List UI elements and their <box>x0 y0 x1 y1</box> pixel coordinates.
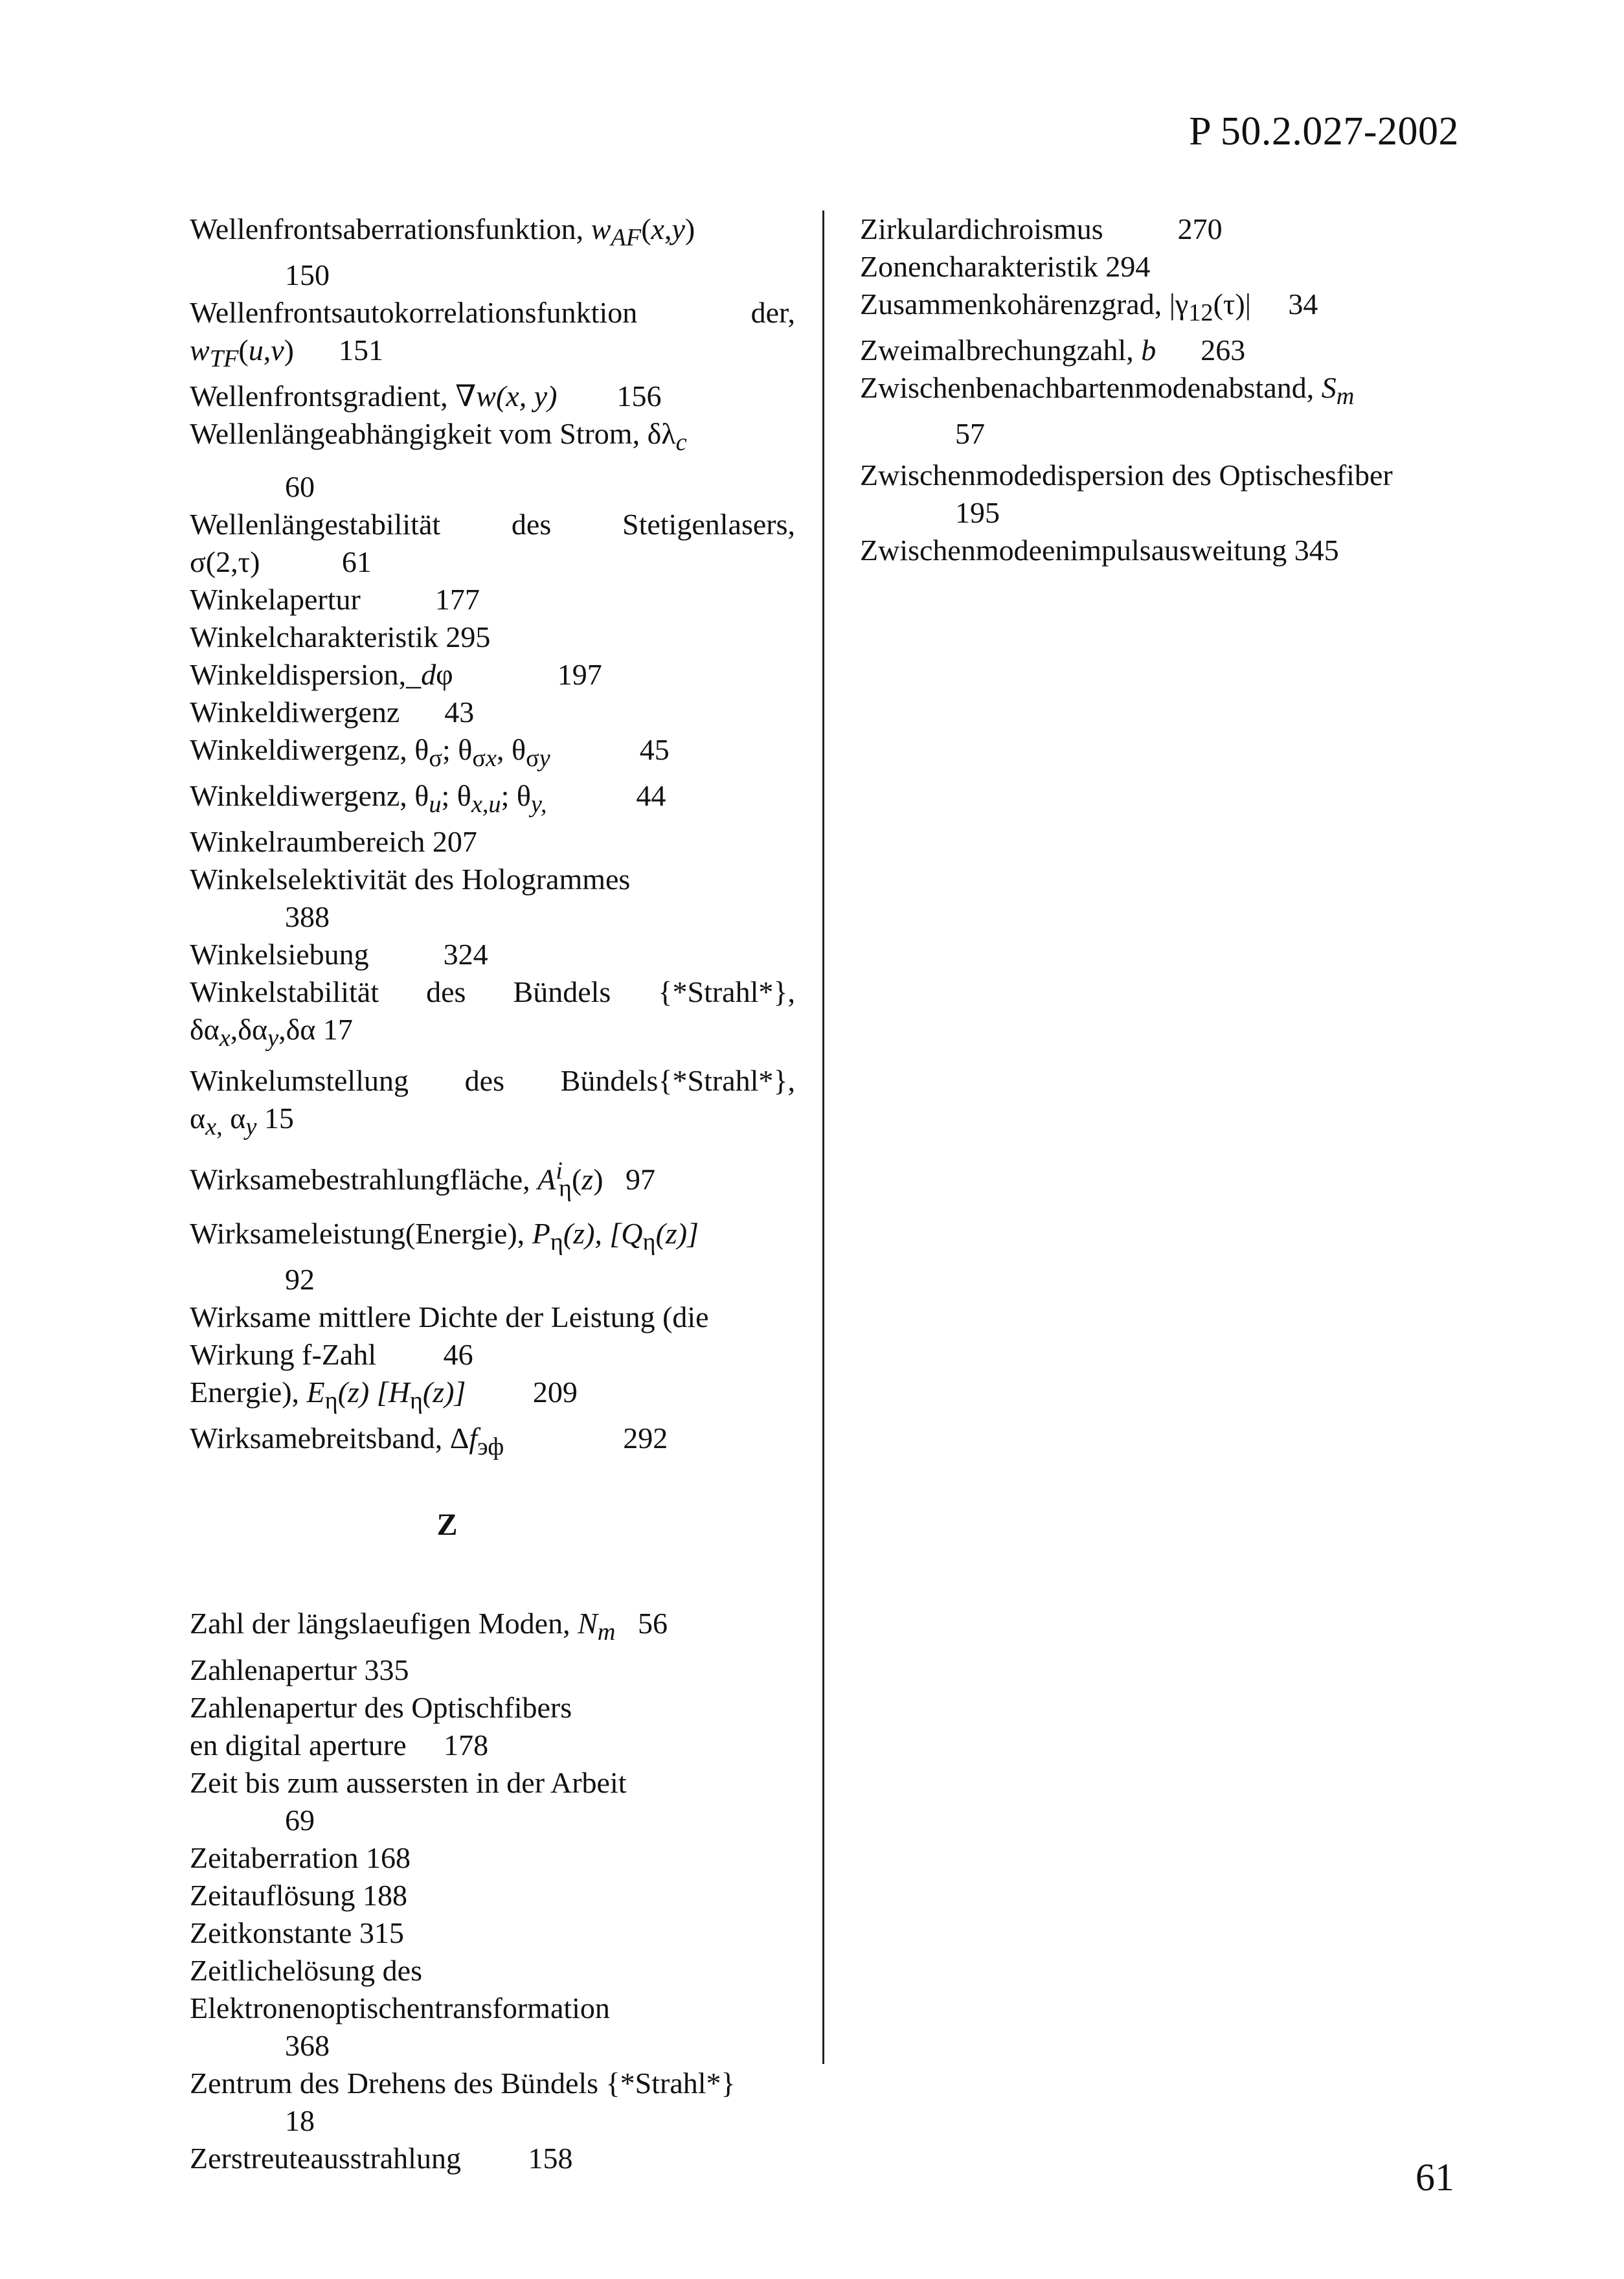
index-entry: Zirkulardichroismus 270 <box>860 212 1223 245</box>
index-entry: Winkelcharakteristik 295 <box>190 620 491 653</box>
section-letter: Z <box>436 1508 458 1543</box>
index-entry: Zeit bis zum aussersten in der Arbeit 69 <box>190 1764 795 1839</box>
page-ref: 43 <box>444 695 475 729</box>
index-entry: Wirksame mittlere Dichte der Leistung (die <box>190 1300 709 1334</box>
page-ref: 345 <box>1294 534 1339 567</box>
index-entry: Winkeldiwergenz, $\theta_\sigma$; $\theta_{\sigma x}$, $\theta_{\sigma y}$ 45 <box>190 732 670 772</box>
index-entry: Winkelsiebung 324 <box>190 937 488 971</box>
page-ref: 151 <box>339 334 383 367</box>
column-divider <box>822 210 824 2064</box>
page-ref: 263 <box>1201 334 1246 367</box>
page-ref: 294 <box>1105 250 1151 283</box>
index-entry: Energie), $E_\eta(z)$ $[H_\eta(z)]$ 209 <box>190 1376 578 1415</box>
index-entry: Zwischenbenachbartenmodenabstand, $S_m$ 57 <box>860 369 1482 453</box>
page-ref: 295 <box>445 620 491 653</box>
page-ref: 69 <box>285 1803 315 1837</box>
page-ref: 324 <box>443 937 488 971</box>
page-ref: 17 <box>322 1012 353 1046</box>
page-ref: 34 <box>1288 288 1318 321</box>
page-ref: 177 <box>434 582 480 616</box>
index-entry: Zahlenapertur des Optischfibers en digital aperture 178 <box>190 1690 572 1762</box>
page-number: 61 <box>1415 2156 1454 2199</box>
page-ref: 168 <box>366 1841 411 1874</box>
page-ref: 188 <box>363 1878 407 1912</box>
index-entry: Zweimalbrechungzahl, b 263 <box>860 334 1246 367</box>
page-ref: 197 <box>557 657 602 691</box>
index-entry: Winkeldiwergenz, $\theta_u$; $\theta_{x,u}$; $\theta_{y,}$ 44 <box>190 778 666 818</box>
page-ref: 207 <box>432 824 477 858</box>
index-entry: Zeitkonstante 315 <box>190 1916 404 1949</box>
index-entry: Wellenlängestabilität des Stetigenlasers, σ(2,τ) 61 <box>190 507 795 578</box>
index-entry: Zwischenmodeenimpulsausweitung 345 <box>860 534 1339 567</box>
page-ref: 18 <box>285 2103 315 2137</box>
index-entry: Winkeldispersion,_dφ 197 <box>190 657 602 691</box>
page-ref: 270 <box>1177 212 1223 245</box>
page-ref: 15 <box>264 1102 294 1135</box>
index-entry: Winkelumstellung des Bündels{*Strahl*}, $\alpha_{x,}$ $\alpha_y$ 15 <box>190 1064 795 1141</box>
page-ref: 61 <box>341 545 372 578</box>
page-ref: 158 <box>528 2141 573 2175</box>
index-entry: Winkelraumbereich 207 <box>190 824 477 858</box>
index-entry: Wellenfrontsgradient, ∇w(x, y) 156 <box>190 380 662 413</box>
index-entry: Winkelstabilität des Bündels {*Strahl*}, $\delta\alpha_x,\delta\alpha_y,\delta\alpha$ 17 <box>190 975 795 1052</box>
index-entry: Zentrum des Drehens des Bündels {*Strahl*} 18 <box>190 2065 795 2140</box>
page-ref: 335 <box>364 1653 409 1686</box>
page-ref: 292 <box>623 1422 668 1455</box>
page-ref: 388 <box>285 900 330 933</box>
document-code: P 50.2.027-2002 <box>1189 109 1459 153</box>
index-entry: Wirksameleistung(Energie), $P_\eta(z)$, $[Q_\eta(z)]$ 92 <box>190 1215 795 1298</box>
index-column-left <box>190 210 795 2177</box>
page-ref: 156 <box>616 380 662 413</box>
page-ref: 315 <box>359 1916 404 1949</box>
index-entry: Wellenfrontsautokorrelationsfunktion der, $w_{TF}(u,v)$ 151 <box>190 296 795 373</box>
index-entry: Zerstreuteausstrahlung 158 <box>190 2141 573 2175</box>
index-column-right <box>860 210 1482 569</box>
index-entry: Zeitauflösung 188 <box>190 1878 407 1912</box>
page-ref: 57 <box>955 417 985 451</box>
index-entry: Wirkung f-Zahl 46 <box>190 1338 473 1372</box>
page-ref: 46 <box>443 1338 473 1372</box>
page-ref: 56 <box>637 1607 668 1640</box>
index-entry: Zwischenmodedispersion des Optischesfiber 195 <box>860 457 1482 532</box>
index-entry: Wirksamebestrahlungfläche, $A^i_\eta(z)$ 97 <box>190 1157 656 1202</box>
page-ref: 92 <box>285 1263 315 1297</box>
page-ref: 368 <box>285 2028 330 2062</box>
index-entry: Wirksamebreitsband, $\Delta f_{эф}$ 292 <box>190 1422 668 1461</box>
index-entry: Zonencharakteristik 294 <box>860 250 1151 283</box>
page-ref: 178 <box>444 1728 489 1762</box>
index-entry: Zeitaberration 168 <box>190 1841 411 1874</box>
page-ref: 195 <box>955 496 1000 530</box>
page-ref: 44 <box>636 778 666 812</box>
index-entry: Zusammenkohärenzgrad, $|\gamma_{12}(\tau)|$ 34 <box>860 288 1318 327</box>
page-ref: 150 <box>285 258 330 292</box>
index-entry: Winkelselektivität des Hologrammes 388 <box>190 861 795 936</box>
page-ref: 97 <box>626 1162 656 1196</box>
index-entry: Zahlenapertur 335 <box>190 1653 409 1686</box>
index-entry: Winkelapertur 177 <box>190 582 480 616</box>
index-entry: Wellenlängeabhängigkeit vom Strom, $\delta\lambda_c$ 60 <box>190 415 795 505</box>
index-entry: Zeitlichelösung des Elektronenoptischentransformation 368 <box>190 1952 795 2065</box>
page-ref: 209 <box>532 1376 578 1409</box>
index-entry: Wellenfrontsaberrationsfunktion, $w_{AF}(x,y)$ 150 <box>190 210 795 294</box>
index-entry: Winkeldiwergenz 43 <box>190 695 475 729</box>
index-entry: Zahl der längslaeufigen Moden, $N_m$ 56 <box>190 1607 668 1646</box>
page-ref: 45 <box>639 732 670 766</box>
page-ref: 60 <box>285 470 315 503</box>
